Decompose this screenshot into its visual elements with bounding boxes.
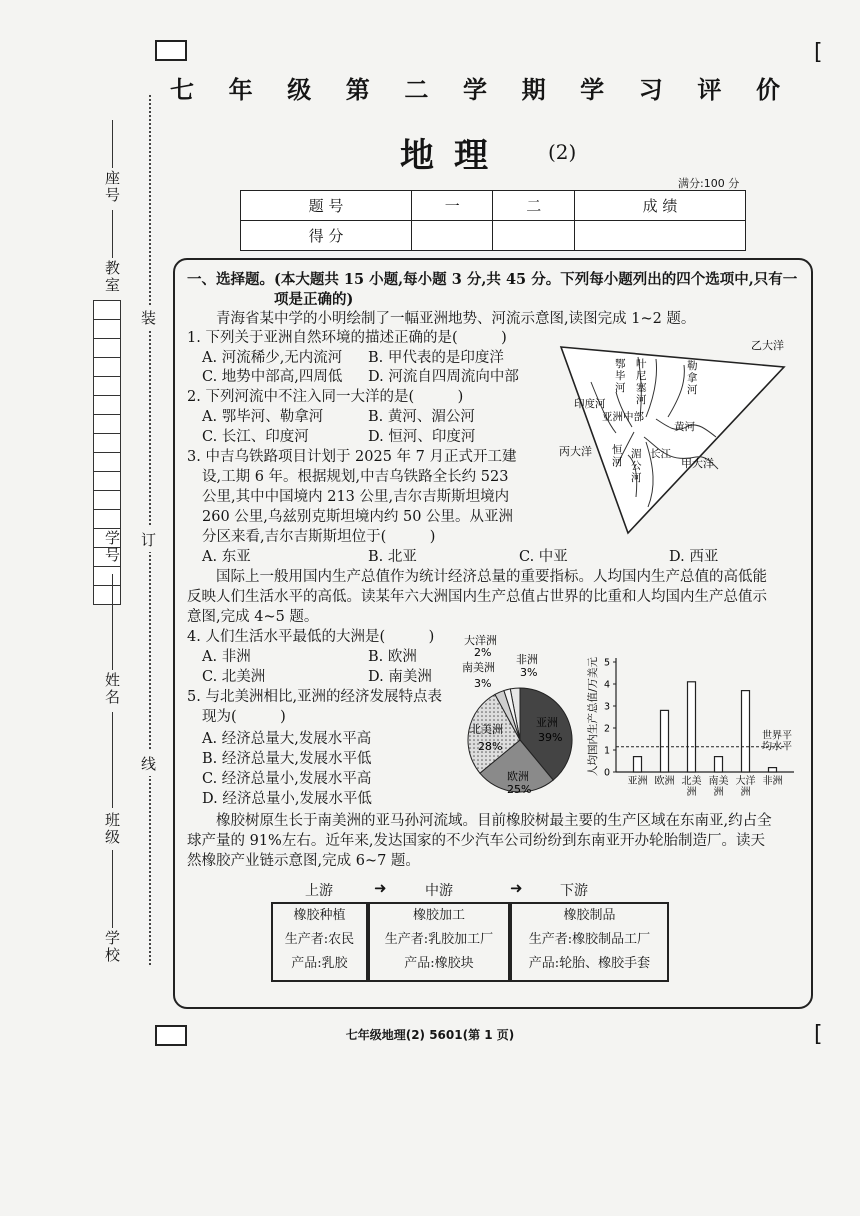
q4-option-d[interactable]: D. 南美洲 bbox=[368, 669, 432, 685]
section-heading: 一、选择题。(本大题共 15 小题,每小题 3 分,共 45 分。下列每小题列出的四个选项中,只有一 bbox=[187, 271, 798, 288]
section-heading-cont: 项是正确的) bbox=[274, 291, 354, 308]
q1-option-a[interactable]: A. 河流稀少,无内流河 bbox=[202, 350, 343, 366]
pie-label-africa: 非洲 bbox=[516, 653, 538, 666]
room-field[interactable] bbox=[112, 210, 114, 258]
q1-stem: 1. 下列关于亚洲自然环境的描述正确的是( ) bbox=[187, 330, 507, 346]
svg-text:塞: 塞 bbox=[636, 382, 647, 394]
page-footer: 七年级地理(2) 5601(第 1 页) bbox=[345, 1028, 515, 1042]
subject-number: (2) bbox=[548, 140, 577, 164]
svg-text:鄂: 鄂 bbox=[615, 358, 626, 370]
q3-option-b[interactable]: B. 北亚 bbox=[368, 549, 417, 565]
pie-value-europe: 25% bbox=[507, 783, 532, 796]
stage-upstream: 上游 bbox=[305, 883, 333, 899]
intro-q6-7-line3: 然橡胶产业链示意图,完成 6~7 题。 bbox=[187, 853, 420, 869]
bar-asia bbox=[634, 757, 642, 772]
pie-value-asia: 39% bbox=[538, 731, 563, 744]
q3-stem-4: 260 公里,乌兹别克斯坦境内约 50 公里。从亚洲 bbox=[202, 509, 514, 525]
score-table-header-row: 题 号 一 二 成 绩 bbox=[241, 191, 746, 221]
q3-stem-3: 公里,其中中国境内 213 公里,吉尔吉斯斯坦境内 bbox=[202, 489, 510, 505]
q4-stem: 4. 人们生活水平最低的大洲是( ) bbox=[187, 629, 435, 645]
seat-field[interactable] bbox=[112, 120, 114, 168]
svg-text:河: 河 bbox=[612, 456, 623, 468]
bracket-bottom: [ bbox=[814, 1022, 823, 1047]
q5-option-c[interactable]: C. 经济总量小,发展水平高 bbox=[202, 771, 372, 787]
student-id-label: 学号 bbox=[103, 530, 121, 564]
svg-text:恒: 恒 bbox=[612, 444, 623, 456]
stage-downstream: 下游 bbox=[560, 883, 588, 899]
q3-stem-2: 设,工期 6 年。根据规划,中吉乌铁路全长约 523 bbox=[202, 469, 509, 485]
pie-label-oceania: 大洋洲 bbox=[464, 634, 497, 647]
asia-center-label: 亚洲中部 bbox=[602, 411, 644, 423]
q1-option-d[interactable]: D. 河流自四周流向中部 bbox=[368, 369, 519, 385]
bar-y-tick-label: 3 bbox=[603, 701, 610, 713]
pie-label-europe: 欧洲 bbox=[507, 770, 529, 783]
q5-option-a[interactable]: A. 经济总量大,发展水平高 bbox=[202, 731, 372, 747]
river-ob-label bbox=[615, 358, 626, 394]
score-table bbox=[240, 190, 746, 251]
arrow-icon: ➜ bbox=[374, 879, 387, 897]
pie-value-oceania: 2% bbox=[474, 646, 492, 659]
chain-box-products: 橡胶制品 生产者:橡胶制品工厂 产品:轮胎、橡胶手套 bbox=[510, 902, 669, 982]
bar-south-america bbox=[715, 757, 723, 772]
bar-oceania bbox=[742, 691, 750, 772]
q3-option-c[interactable]: C. 中亚 bbox=[519, 549, 568, 565]
q1-option-c[interactable]: C. 地势中部高,四周低 bbox=[202, 369, 343, 385]
binding-xian: 线 bbox=[141, 751, 156, 776]
svg-text:河: 河 bbox=[687, 384, 698, 396]
river-yenisei-label bbox=[636, 357, 647, 406]
q5-stem-2: 现为( ) bbox=[202, 709, 286, 725]
bar-y-tick-label: 0 bbox=[603, 767, 610, 779]
school-label: 学校 bbox=[103, 930, 121, 964]
score-cell-total[interactable] bbox=[575, 221, 746, 251]
score-cell-2[interactable] bbox=[493, 221, 575, 251]
bar-y-tick-label: 2 bbox=[603, 723, 610, 735]
river-ganges-label bbox=[612, 443, 623, 468]
bar-category-label-europe: 欧洲 bbox=[654, 776, 675, 787]
bar-y-tick-label: 5 bbox=[603, 657, 610, 669]
svg-text:毕: 毕 bbox=[615, 370, 626, 382]
arrow-icon: ➜ bbox=[510, 879, 523, 897]
q3-option-d[interactable]: D. 西亚 bbox=[669, 549, 719, 565]
svg-text:河: 河 bbox=[636, 394, 647, 406]
svg-text:拿: 拿 bbox=[687, 372, 698, 384]
chain-box-processing: 橡胶加工 生产者:乳胶加工厂 产品:橡胶块 bbox=[368, 902, 510, 982]
q3-option-a[interactable]: A. 东亚 bbox=[202, 549, 251, 565]
bar-africa bbox=[769, 768, 777, 772]
bar-category-label-south-america: 南美洲 bbox=[708, 776, 729, 798]
seat-label: 座号 bbox=[103, 170, 121, 204]
name-label: 姓名 bbox=[103, 672, 121, 706]
river-mekong-label bbox=[631, 448, 642, 484]
chain-box-planting: 橡胶种植 生产者:农民 产品:乳胶 bbox=[271, 902, 368, 982]
binding-zhuang: 装 bbox=[141, 305, 156, 330]
svg-text:公: 公 bbox=[631, 460, 642, 472]
score-table-score-row: 得 分 bbox=[241, 221, 746, 251]
pie-value-north-america: 28% bbox=[478, 740, 503, 753]
svg-text:湄: 湄 bbox=[631, 448, 642, 460]
svg-text:尼: 尼 bbox=[636, 370, 647, 382]
bracket-top: [ bbox=[814, 40, 823, 65]
q2-option-b[interactable]: B. 黄河、湄公河 bbox=[368, 409, 475, 425]
bar-category-label-oceania: 大洋洲 bbox=[735, 776, 756, 798]
river-lena-label bbox=[687, 359, 698, 396]
binding-ding: 订 bbox=[141, 527, 156, 552]
bar-y-tick-label: 4 bbox=[603, 679, 610, 691]
full-mark: 满分:100 分 bbox=[678, 177, 740, 190]
name-field[interactable] bbox=[112, 574, 114, 670]
intro-q4-5-line2: 反映人们生活水平的高低。读某年六大洲国内生产总值占世界的比重和人均国内生产总值示 bbox=[187, 589, 767, 605]
class-field[interactable] bbox=[112, 712, 114, 808]
bar-y-tick-label: 1 bbox=[603, 745, 610, 757]
school-field[interactable] bbox=[112, 850, 114, 928]
svg-text:叶: 叶 bbox=[636, 358, 647, 370]
pie-value-africa: 3% bbox=[520, 666, 538, 679]
ocean-jia-label: 甲大洋 bbox=[681, 457, 714, 470]
bar-category-label-north-america: 北美洲 bbox=[681, 776, 702, 798]
q1-option-b[interactable]: B. 甲代表的是印度洋 bbox=[368, 350, 504, 366]
river-indus-label: 印度河 bbox=[574, 398, 606, 410]
river-yellow-label: 黄河 bbox=[674, 421, 695, 433]
pie-label-north-america: 北美洲 bbox=[470, 723, 503, 736]
q5-option-b[interactable]: B. 经济总量大,发展水平低 bbox=[202, 751, 372, 767]
q5-stem-1: 5. 与北美洲相比,亚洲的经济发展特点表 bbox=[187, 689, 443, 705]
class-label: 班级 bbox=[103, 812, 121, 846]
q4-option-a[interactable]: A. 非洲 bbox=[202, 649, 251, 665]
pie-label-south-america: 南美洲 bbox=[462, 661, 495, 674]
q5-option-d[interactable]: D. 经济总量小,发展水平低 bbox=[202, 791, 372, 807]
bar-y-axis-title: 人均国内生产总值/万美元 bbox=[587, 656, 599, 776]
gdp-per-capita-bar-chart bbox=[586, 636, 800, 801]
ocean-bing-label: 丙大洋 bbox=[559, 445, 592, 458]
asia-map bbox=[556, 337, 788, 537]
river-yangtze-label: 长江 bbox=[650, 448, 671, 460]
q2-option-d[interactable]: D. 恒河、印度河 bbox=[368, 429, 476, 445]
intro-q4-5-line1: 国际上一般用国内生产总值作为统计经济总量的重要指标。人均国内生产总值的高低能 bbox=[216, 569, 767, 585]
q2-stem: 2. 下列河流中不注入同一大洋的是( ) bbox=[187, 389, 464, 405]
bar-world-average-label: 世界平均水平 bbox=[762, 730, 792, 753]
bar-category-label-asia: 亚洲 bbox=[627, 776, 648, 787]
svg-text:河: 河 bbox=[615, 382, 626, 394]
q2-option-c[interactable]: C. 长江、印度河 bbox=[202, 429, 309, 445]
gdp-share-pie-chart bbox=[452, 630, 582, 810]
exam-title: 七 年 级 第 二 学 期 学 习 评 价 bbox=[170, 75, 780, 104]
room-label: 教室 bbox=[103, 260, 121, 294]
intro-q6-7-line1: 橡胶树原生长于南美洲的亚马孙河流域。目前橡胶树最主要的生产区域在东南亚,约占全 bbox=[216, 813, 772, 829]
pie-label-asia: 亚洲 bbox=[536, 716, 558, 729]
bar-europe bbox=[661, 710, 669, 772]
q3-stem-1: 3. 中吉乌铁路项目计划于 2025 年 7 月正式开工建 bbox=[187, 449, 517, 465]
bar-category-label-africa: 非洲 bbox=[762, 776, 783, 787]
intro-q1-2: 青海省某中学的小明绘制了一幅亚洲地势、河流示意图,读图完成 1~2 题。 bbox=[216, 311, 696, 327]
q3-stem-5: 分区来看,吉尔吉斯斯坦位于( ) bbox=[202, 529, 436, 545]
bar-north-america bbox=[688, 682, 696, 772]
q2-option-a[interactable]: A. 鄂毕河、勒拿河 bbox=[202, 409, 324, 425]
registration-mark-top bbox=[155, 40, 187, 61]
q4-option-c[interactable]: C. 北美洲 bbox=[202, 669, 266, 685]
intro-q4-5-line3: 意图,完成 4~5 题。 bbox=[187, 609, 319, 625]
score-cell-1[interactable] bbox=[411, 221, 493, 251]
pie-value-south-america: 3% bbox=[474, 677, 492, 690]
intro-q6-7-line2: 球产量的 91%左右。近年来,发达国家的不少汽车公司纷纷到东南亚开办轮胎制造厂。读天 bbox=[187, 833, 765, 849]
svg-text:河: 河 bbox=[631, 472, 642, 484]
subject-title: 地理 bbox=[400, 136, 508, 176]
svg-text:勒: 勒 bbox=[687, 360, 698, 372]
stage-midstream: 中游 bbox=[425, 883, 453, 899]
q4-option-b[interactable]: B. 欧洲 bbox=[368, 649, 417, 665]
ocean-yi-label: 乙大洋 bbox=[751, 339, 784, 352]
